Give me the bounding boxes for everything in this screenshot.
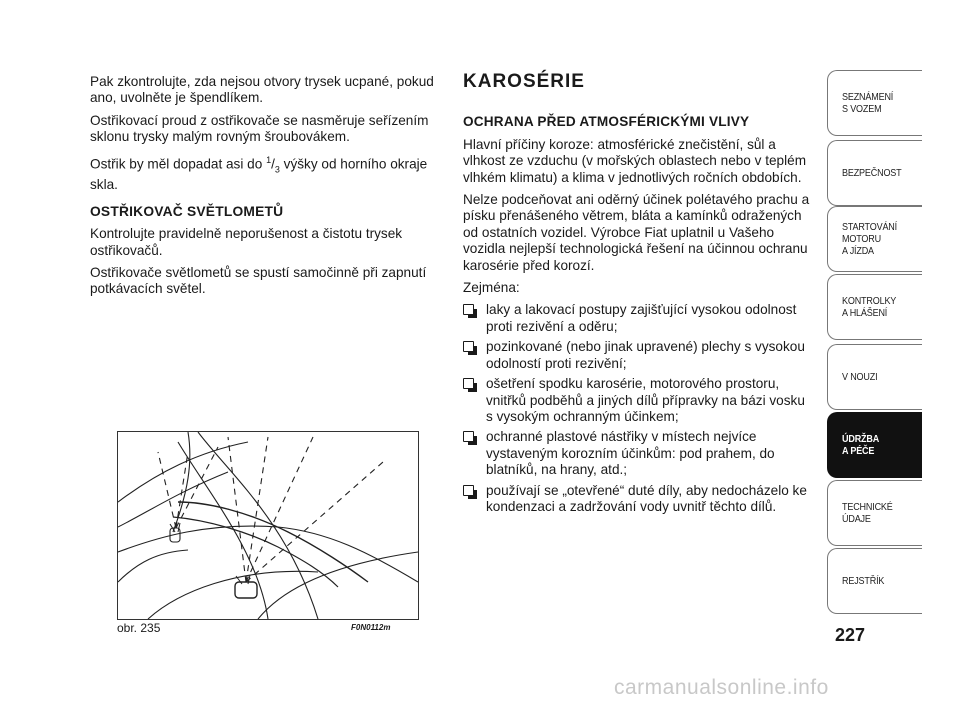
checkbox-bullet-icon (463, 485, 474, 496)
tab-label: TECHNICKÉ ÚDAJE (842, 501, 893, 525)
paragraph: Zejména: (463, 280, 520, 296)
paragraph: Nelze podceňovat ani oděrný účinek polétavého prachu a písku přenášeného větrem, bláta a kamínků odražených od ostatních vozidel. Výrobce Fiat uplatnil u Vašeho vozidla nejlepší technologická řešení na účinnou ochranu karosérie před korozí. (463, 192, 810, 273)
figure-illustration (117, 431, 419, 620)
fraction-denominator: 3 (274, 163, 280, 174)
fraction-slash: / (271, 156, 275, 172)
list-item-text: ochranné plastové nástřiky v místech nejvíce vystaveným korozním účinkům: pod prahem, do blatníků, na hrany, atd.; (486, 429, 775, 478)
list-item (463, 483, 815, 516)
list-item (463, 339, 815, 372)
tab-label: BEZPEČNOST (842, 167, 902, 179)
section-heading: OCHRANA PŘED ATMOSFÉRICKÝMI VLIVY (463, 114, 750, 130)
tab-label: ÚDRŽBA A PÉČE (842, 433, 880, 457)
tab-rejstrik[interactable] (827, 548, 922, 614)
paragraph: Ostřikovací proud z ostřikovače se nasměruje seřízením sklonu trysky malým rovným šroubovákem. (90, 112, 429, 145)
checkbox-bullet-icon (463, 341, 474, 352)
tab-label: V NOUZI (842, 371, 878, 383)
checkbox-bullet-icon (463, 304, 474, 315)
page-number: 227 (835, 625, 866, 645)
paragraph: Pak zkontrolujte, zda nejsou otvory trysek ucpané, pokud ano, uvolněte je špendlíkem. (90, 74, 434, 106)
tab-udrzba-active[interactable] (827, 412, 922, 478)
paragraph (90, 152, 442, 194)
list-item-text: pozinkované (nebo jinak upravené) plechy s vysokou odolností proti rezivění; (486, 339, 805, 371)
tab-technicke-udaje[interactable] (827, 480, 922, 546)
tab-v-nouzi[interactable] (827, 344, 922, 410)
fraction-numerator: 1 (266, 154, 272, 165)
checkbox-bullet-icon (463, 378, 474, 389)
tab-bezpecnost[interactable] (827, 140, 922, 206)
tab-kontrolky[interactable] (827, 274, 922, 340)
paragraph: Kontrolujte pravidelně neporušenost a čistotu trysek ostřikovačů. (90, 226, 403, 258)
tab-startovani[interactable] (827, 206, 922, 272)
text-run: Ostřik by měl dopadat asi do (90, 156, 267, 172)
checkbox-bullet-icon (463, 431, 474, 442)
tab-label: STARTOVÁNÍ MOTORU A JÍZDA (842, 221, 897, 257)
tab-seznameni[interactable] (827, 70, 922, 136)
list-item-text: ošetření spodku karosérie, motorového prostoru, vnitřků podběhů a jiných dílů přípravky na bázi vosku s vysokým ochranným účinkem; (486, 376, 805, 424)
tab-label: SEZNÁMENÍ S VOZEM (842, 91, 894, 115)
list-item-text: laky a lakovací postupy zajišťující vysokou odolnost proti rezivění a oděru; (486, 302, 797, 334)
paragraph: Hlavní příčiny koroze: atmosférické znečistění, sůl a vlhkost ze vzduchu (v mořských oblastech nebo v teplém vlhkém klimatu) a klima v jednotlivých ročních obdobích. (463, 136, 807, 185)
right-column (463, 71, 815, 519)
chapter-title: KAROSÉRIE (463, 71, 585, 92)
headlamp-washer-drawing (118, 432, 418, 619)
list-item-text: používají se „otevřené“ duté díly, aby nedocházelo ke kondenzaci a zadržování vody uvnitř těchto dílů. (486, 482, 807, 514)
tab-label: REJSTŘÍK (842, 575, 885, 587)
list-item (463, 376, 815, 425)
figure-code: F0N0112m (351, 623, 391, 632)
list-item (463, 302, 815, 335)
watermark: carmanualsonline.info (614, 676, 829, 699)
bullet-list (463, 302, 815, 515)
paragraph: Ostřikovače světlometů se spustí samočinně při zapnutí potkávacích světel. (90, 264, 427, 297)
tab-label: KONTROLKY A HLÁŠENÍ (842, 295, 897, 319)
left-column (90, 74, 442, 304)
section-heading: OSTŘIKOVAČ SVĚTLOMETŮ (90, 203, 284, 219)
text-run: výšky od horního okraje skla. (90, 156, 428, 193)
figure-caption: obr. 235 (117, 621, 161, 635)
list-item (463, 429, 815, 478)
